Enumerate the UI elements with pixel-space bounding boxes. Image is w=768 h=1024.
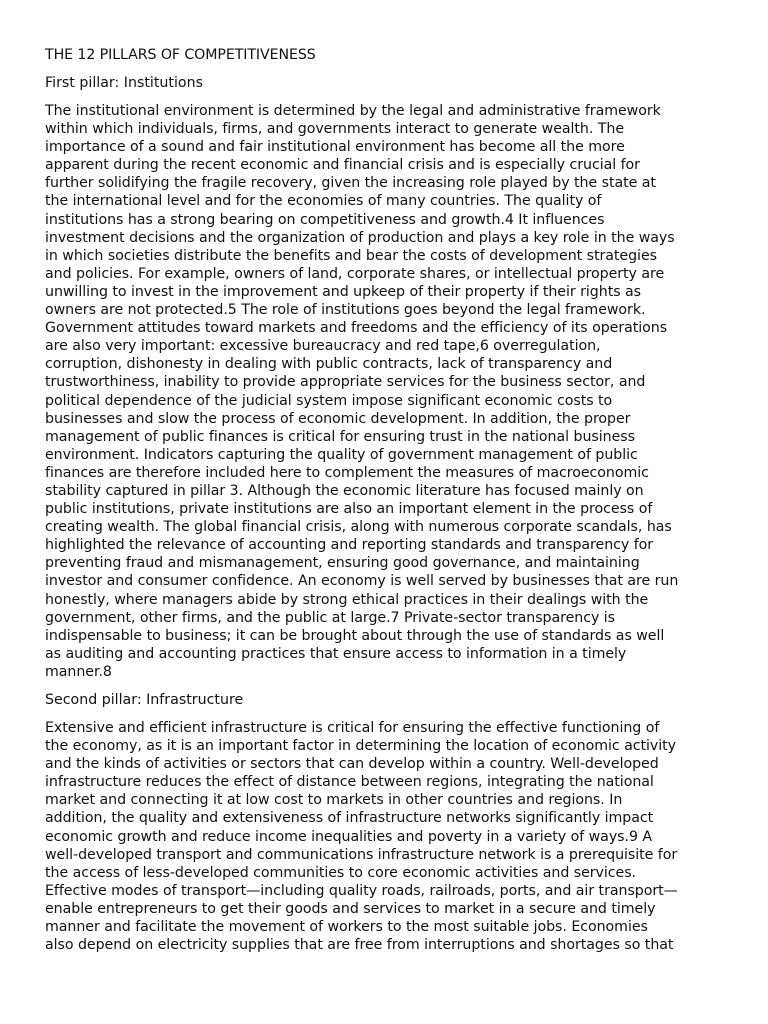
- paragraph-line: the international level and for the economies of many countries. The quality of: [45, 193, 602, 210]
- paragraph-line: infrastructure reduces the effect of distance between regions, integrating the national: [45, 774, 654, 791]
- paragraph-line: market and connecting it at low cost to markets in other countries and regions. In: [45, 792, 623, 809]
- paragraph-line: indispensable to business; it can be brought about through the use of standards as well: [45, 627, 665, 644]
- paragraph-line: investor and consumer confidence. An economy is well served by businesses that are run: [45, 573, 679, 590]
- paragraph-line: highlighted the relevance of accounting and reporting standards and transparency for: [45, 537, 654, 554]
- paragraph-line: investment decisions and the organization of production and plays a key role in the ways: [45, 229, 675, 246]
- paragraph-line: manner.8: [45, 663, 112, 680]
- paragraph-line: further solidifying the fragile recovery, given the increasing role played by the state at: [45, 175, 656, 192]
- paragraph-line: political dependence of the judicial system impose significant economic costs to: [45, 392, 613, 409]
- paragraph-line: Effective modes of transport—including quality roads, railroads, ports, and air transport—: [45, 882, 678, 899]
- paragraph-line: as auditing and accounting practices that ensure access to information in a timely: [45, 645, 627, 662]
- paragraph-line: also depend on electricity supplies that are free from interruptions and shortages so that: [45, 937, 674, 954]
- paragraph-line: finances are therefore included here to complement the measures of macroeconomic: [45, 464, 649, 481]
- paragraph-line: The institutional environment is determined by the legal and administrative framework: [45, 103, 661, 119]
- paragraph-line: within which individuals, firms, and governments interact to generate wealth. The: [45, 121, 625, 138]
- paragraph-line: addition, the quality and extensiveness of infrastructure networks significantly impact: [45, 810, 654, 827]
- section-heading-institutions: First pillar: Institutions: [45, 75, 203, 91]
- section-heading-infrastructure: Second pillar: Infrastructure: [45, 692, 244, 708]
- paragraph-line: stability captured in pillar 3. Although the economic literature has focused mainly on: [45, 482, 644, 499]
- paragraph-line: importance of a sound and fair institutional environment has become all the more: [45, 139, 625, 156]
- paragraph-line: enable entrepreneurs to get their goods and services to market in a secure and timely: [45, 900, 656, 917]
- paragraph-line: creating wealth. The global financial crisis, along with numerous corporate scandals, has: [45, 519, 672, 536]
- document-title: THE 12 PILLARS OF COMPETITIVENESS: [45, 47, 316, 63]
- paragraph-line: institutions has a strong bearing on competitiveness and growth.4 It influences: [45, 211, 605, 228]
- document-page: [45, 46, 725, 964]
- paragraph-line: and the kinds of activities or sectors that can develop within a country. Well-developed: [45, 756, 659, 773]
- paragraph-line: management of public finances is critical for ensuring trust in the national business: [45, 428, 635, 445]
- paragraph-line: preventing fraud and mismanagement, ensuring good governance, and maintaining: [45, 555, 640, 572]
- paragraph-line: public institutions, private institutions are also an important element in the process of: [45, 501, 653, 518]
- paragraph-line: in which societies distribute the benefits and bear the costs of development strategies: [45, 247, 657, 264]
- paragraph-line: businesses and slow the process of economic development. In addition, the proper: [45, 410, 631, 427]
- paragraph-line: economic growth and reduce income inequalities and poverty in a variety of ways.9 A: [45, 828, 653, 845]
- paragraph-line: the economy, as it is an important factor in determining the location of economic activity: [45, 738, 677, 755]
- paragraph-line: well-developed transport and communications infrastructure network is a prerequisite for: [45, 846, 678, 863]
- paragraph-line: owners are not protected.5 The role of institutions goes beyond the legal framework.: [45, 302, 646, 319]
- paragraph-line: are also very important: excessive bureaucracy and red tape,6 overregulation,: [45, 338, 601, 355]
- paragraph-line: unwilling to invest in the improvement and upkeep of their property if their rights as: [45, 283, 641, 300]
- paragraph-line: apparent during the recent economic and financial crisis and is especially crucial for: [45, 157, 640, 174]
- paragraph-line: trustworthiness, inability to provide appropriate services for the business sector, and: [45, 374, 646, 391]
- paragraph-line: corruption, dishonesty in dealing with public contracts, lack of transparency and: [45, 356, 613, 373]
- paragraph-line: honestly, where managers abide by strong ethical practices in their dealings with the: [45, 591, 649, 608]
- paragraph-line: Extensive and efficient infrastructure is critical for ensuring the effective functioning of: [45, 720, 660, 736]
- paragraph-line: manner and facilitate the movement of workers to the most suitable jobs. Economies: [45, 919, 648, 936]
- paragraph-line: environment. Indicators capturing the quality of government management of public: [45, 446, 638, 463]
- paragraph-line: the access of less-developed communities to core economic activities and services.: [45, 864, 637, 881]
- paragraph-line: and policies. For example, owners of land, corporate shares, or intellectual property are: [45, 265, 665, 282]
- paragraph-line: government, other firms, and the public at large.7 Private-sector transparency is: [45, 609, 616, 626]
- paragraph-infrastructure: [45, 719, 725, 954]
- paragraph-line: Government attitudes toward markets and freedoms and the efficiency of its operations: [45, 320, 668, 337]
- paragraph-institutions: [45, 102, 725, 681]
